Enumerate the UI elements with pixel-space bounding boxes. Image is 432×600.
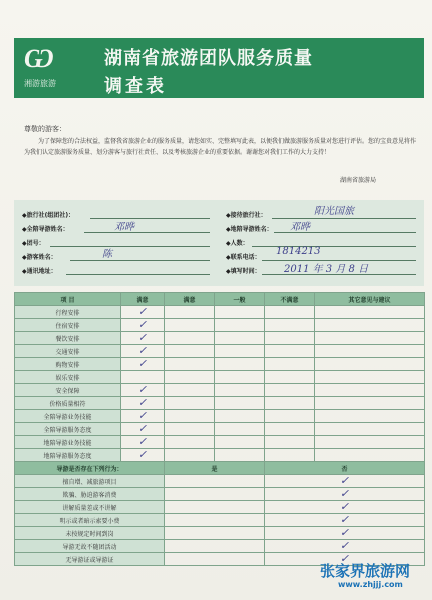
behavior-question: 导游是否存在下列行为： (15, 462, 165, 475)
rating-cell[interactable] (265, 358, 315, 371)
behavior-item-label: 欺骗、胁迫游客消费 (15, 488, 165, 501)
row-item-label: 地陪导游业务技能 (15, 436, 121, 449)
table-row (15, 397, 425, 410)
rating-cell[interactable] (265, 345, 315, 358)
rating-cell[interactable] (265, 332, 315, 345)
table-row (15, 410, 425, 423)
yes-cell[interactable] (165, 514, 265, 527)
hw-phone: 1814213 (276, 246, 321, 257)
rating-cell[interactable] (265, 306, 315, 319)
behavior-section-header (15, 462, 425, 475)
rating-cell[interactable] (165, 332, 215, 345)
comments-cell (315, 358, 425, 371)
table-row (15, 423, 425, 436)
row-item-label: 全陪导游业务技能 (15, 410, 121, 423)
rating-cell[interactable] (165, 345, 215, 358)
comments-cell (315, 306, 425, 319)
yes-cell[interactable] (165, 475, 265, 488)
check-mark-icon: ✓ (137, 396, 148, 409)
no-cell[interactable] (265, 514, 425, 527)
check-mark-icon: ✓ (339, 474, 350, 487)
field-line (84, 232, 210, 233)
rating-cell[interactable] (165, 449, 215, 462)
table-row (15, 306, 425, 319)
yes-cell[interactable] (165, 527, 265, 540)
rating-cell[interactable] (215, 319, 265, 332)
hw-local-agency: 阳光国旅 (314, 206, 354, 217)
no-cell[interactable] (265, 540, 425, 553)
rating-cell[interactable] (215, 345, 265, 358)
check-mark-icon: ✓ (339, 500, 350, 513)
row-item-label: 住宿安排 (15, 319, 121, 332)
rating-cell[interactable] (215, 423, 265, 436)
rating-cell[interactable] (165, 423, 215, 436)
watermark-title: 张家界旅游网 (320, 562, 411, 580)
table-row (15, 449, 425, 462)
yes-cell[interactable] (165, 501, 265, 514)
rating-cell[interactable] (215, 358, 265, 371)
rating-cell[interactable] (265, 449, 315, 462)
row-item-label: 交通安排 (15, 345, 121, 358)
row-item-label: 安全保障 (15, 384, 121, 397)
yes-cell[interactable] (165, 540, 265, 553)
label-address: ◆通讯地址： (22, 268, 57, 275)
rating-cell[interactable] (215, 306, 265, 319)
table-row (15, 345, 425, 358)
very-satisfied-cell[interactable] (121, 449, 165, 462)
rating-table (14, 292, 424, 566)
row-item-label: 全陪导游服务态度 (15, 423, 121, 436)
behavior-item-label: 讲解质量差或不讲解 (15, 501, 165, 514)
check-mark-icon: ✓ (137, 383, 148, 396)
field-line (70, 260, 210, 261)
very-satisfied-cell[interactable] (121, 397, 165, 410)
rating-cell[interactable] (165, 384, 215, 397)
header-unsatisfied: 不满意 (265, 293, 315, 306)
header-comments: 其它意见与建议 (315, 293, 425, 306)
very-satisfied-cell[interactable] (121, 306, 165, 319)
label-tourist-name: ◆游客姓名： (22, 254, 57, 261)
very-satisfied-cell[interactable] (121, 436, 165, 449)
signature: 湖南省旅游局 (340, 177, 377, 184)
table-row (15, 358, 425, 371)
rating-cell[interactable] (215, 332, 265, 345)
comments-cell (315, 319, 425, 332)
table-row (15, 527, 425, 540)
check-mark-icon: ✓ (339, 513, 350, 526)
table-row (15, 332, 425, 345)
very-satisfied-cell[interactable] (121, 423, 165, 436)
row-item-label: 娱乐安排 (15, 371, 121, 384)
comments-cell (315, 345, 425, 358)
comments-cell (315, 449, 425, 462)
check-mark-icon: ✓ (339, 552, 350, 565)
hw-national-guide: 邓晔 (114, 222, 134, 233)
header-item: 项 目 (15, 293, 121, 306)
header-satisfied: 满意 (165, 293, 215, 306)
behavior-yes: 是 (165, 462, 265, 475)
behavior-item-label: 擅自增、减旅游项目 (15, 475, 165, 488)
rating-cell[interactable] (215, 384, 265, 397)
table-row (15, 514, 425, 527)
label-phone: ◆联系电话： (226, 254, 261, 261)
very-satisfied-cell[interactable] (121, 358, 165, 371)
comments-cell (315, 384, 425, 397)
no-cell[interactable] (265, 488, 425, 501)
header-very-satisfied: 满意 (121, 293, 165, 306)
label-local-guide: ◆地陪导游姓名： (226, 226, 273, 233)
check-mark-icon: ✓ (137, 318, 148, 331)
rating-cell[interactable] (165, 371, 215, 384)
very-satisfied-cell[interactable] (121, 371, 165, 384)
rating-cell[interactable] (265, 371, 315, 384)
check-mark-icon: ✓ (339, 539, 350, 552)
behavior-no: 否 (265, 462, 425, 475)
label-date: ◆填写时间： (226, 268, 261, 275)
comments-cell (315, 371, 425, 384)
rating-cell[interactable] (265, 410, 315, 423)
very-satisfied-cell[interactable] (121, 410, 165, 423)
behavior-item-label: 未按规定时间到岗 (15, 527, 165, 540)
hw-tourist-name: 陈 (102, 249, 112, 260)
rating-cell[interactable] (165, 397, 215, 410)
check-mark-icon: ✓ (339, 487, 350, 500)
rating-cell[interactable] (215, 371, 265, 384)
rating-cell[interactable] (265, 384, 315, 397)
row-item-label: 价格质量相符 (15, 397, 121, 410)
rating-cell[interactable] (215, 397, 265, 410)
row-item-label: 购物安排 (15, 358, 121, 371)
hw-local-guide: 邓晔 (290, 222, 310, 233)
check-mark-icon: ✓ (339, 526, 350, 539)
title-line2: 调查表 (104, 76, 167, 97)
logo-mark-icon: Ѡ (24, 44, 52, 74)
table-row (15, 371, 425, 384)
table-row (15, 319, 425, 332)
field-line (50, 246, 210, 247)
yes-cell[interactable] (165, 488, 265, 501)
intro-text: 为了保障您的合法权益，监督我省旅游企业的服务质量，请您如实、完整填写此表，以便我们做旅游服务质量对您进行评估。您的宝贵意见将作为我们认定旅游服务质量、划分游客与旅行社责任、以及考核旅游企业的重要依据。谢谢您对我们工作的大力支持！ (24, 138, 417, 156)
rating-cell[interactable] (215, 436, 265, 449)
label-people: ◆人数： (226, 240, 249, 247)
check-mark-icon: ✓ (137, 422, 148, 435)
check-mark-icon: ✓ (137, 435, 148, 448)
table-header-row (15, 293, 425, 306)
table-row (15, 488, 425, 501)
row-item-label: 行程安排 (15, 306, 121, 319)
no-cell[interactable] (265, 501, 425, 514)
rating-cell[interactable] (265, 436, 315, 449)
field-line (66, 274, 210, 275)
label-group-no: ◆团号： (22, 240, 45, 247)
table-row (15, 540, 425, 553)
check-mark-icon: ✓ (137, 357, 148, 370)
check-mark-icon: ✓ (137, 331, 148, 344)
rating-cell[interactable] (165, 436, 215, 449)
behavior-item-label: 导游无故不随团活动 (15, 540, 165, 553)
comments-cell (315, 332, 425, 345)
comments-cell (315, 410, 425, 423)
no-cell[interactable] (265, 475, 425, 488)
rating-cell[interactable] (265, 397, 315, 410)
greeting: 尊敬的游客： (24, 125, 66, 133)
very-satisfied-cell[interactable] (121, 332, 165, 345)
hw-date: 2011 年 3 月 8 日 (284, 264, 369, 275)
rating-cell[interactable] (215, 410, 265, 423)
yes-cell[interactable] (165, 553, 265, 566)
table-row (15, 384, 425, 397)
no-cell[interactable] (265, 527, 425, 540)
watermark-url: www.zhjjj.com (338, 580, 403, 589)
rating-cell[interactable] (265, 319, 315, 332)
rating-cell[interactable] (165, 319, 215, 332)
check-mark-icon: ✓ (137, 305, 148, 318)
table-row (15, 501, 425, 514)
row-item-label: 餐饮安排 (15, 332, 121, 345)
info-section (14, 200, 424, 286)
label-national-guide: ◆全陪导游姓名： (22, 226, 69, 233)
check-mark-icon: ✓ (137, 344, 148, 357)
very-satisfied-cell[interactable] (121, 384, 165, 397)
table-row (15, 436, 425, 449)
logo (20, 42, 90, 94)
rating-cell[interactable] (265, 423, 315, 436)
table-row (15, 475, 425, 488)
comments-cell (315, 397, 425, 410)
rating-cell[interactable] (215, 449, 265, 462)
row-item-label: 地陪导游服务态度 (15, 449, 121, 462)
rating-cell[interactable] (165, 358, 215, 371)
header-banner (14, 38, 424, 98)
comments-cell (315, 436, 425, 449)
comments-cell (315, 423, 425, 436)
very-satisfied-cell[interactable] (121, 345, 165, 358)
check-mark-icon: ✓ (137, 409, 148, 422)
behavior-item-label: 明示或者暗示索要小费 (15, 514, 165, 527)
rating-cell[interactable] (165, 306, 215, 319)
field-line (90, 218, 210, 219)
rating-cell[interactable] (165, 410, 215, 423)
header-average: 一般 (215, 293, 265, 306)
behavior-item-label: 无导游证或导游证 (15, 553, 165, 566)
very-satisfied-cell[interactable] (121, 319, 165, 332)
title-line1: 湖南省旅游团队服务质量 (104, 48, 313, 69)
label-group-agency: ◆旅行社(组团社)： (22, 212, 75, 219)
logo-text: 湘游旅游 (24, 79, 56, 88)
label-local-agency: ◆接待旅行社： (226, 212, 267, 219)
check-mark-icon: ✓ (137, 448, 148, 461)
